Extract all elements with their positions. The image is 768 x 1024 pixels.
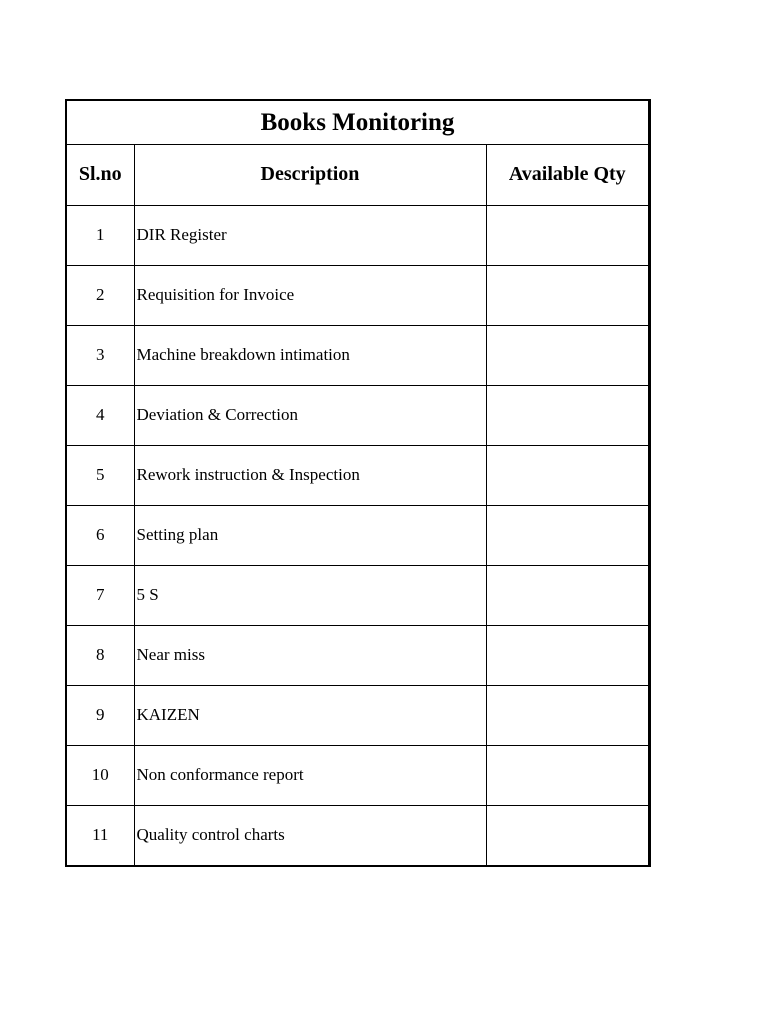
row-description: KAIZEN bbox=[134, 685, 486, 745]
row-available-qty[interactable] bbox=[486, 745, 648, 805]
table-body bbox=[67, 205, 648, 865]
row-description: Setting plan bbox=[134, 505, 486, 565]
table-row bbox=[67, 745, 648, 805]
table-row bbox=[67, 685, 648, 745]
row-available-qty[interactable] bbox=[486, 625, 648, 685]
table-row bbox=[67, 565, 648, 625]
row-available-qty[interactable] bbox=[486, 385, 648, 445]
table-row bbox=[67, 625, 648, 685]
row-available-qty[interactable] bbox=[486, 505, 648, 565]
row-slno: 3 bbox=[67, 325, 134, 385]
header-row bbox=[67, 145, 648, 205]
table-row bbox=[67, 505, 648, 565]
row-slno: 10 bbox=[67, 745, 134, 805]
row-available-qty[interactable] bbox=[486, 565, 648, 625]
row-slno: 7 bbox=[67, 565, 134, 625]
header-description: Description bbox=[134, 145, 486, 205]
books-table bbox=[67, 145, 648, 865]
row-slno: 8 bbox=[67, 625, 134, 685]
row-slno: 9 bbox=[67, 685, 134, 745]
sheet-title: Books Monitoring bbox=[67, 101, 648, 145]
table-row bbox=[67, 205, 648, 265]
row-description: Requisition for Invoice bbox=[134, 265, 486, 325]
row-available-qty[interactable] bbox=[486, 445, 648, 505]
row-available-qty[interactable] bbox=[486, 805, 648, 865]
row-description: DIR Register bbox=[134, 205, 486, 265]
row-slno: 2 bbox=[67, 265, 134, 325]
header-available-qty: Available Qty bbox=[486, 145, 648, 205]
row-slno: 6 bbox=[67, 505, 134, 565]
row-description: 5 S bbox=[134, 565, 486, 625]
books-monitoring-sheet bbox=[65, 99, 651, 867]
row-slno: 4 bbox=[67, 385, 134, 445]
table-row bbox=[67, 325, 648, 385]
table-row bbox=[67, 265, 648, 325]
row-description: Near miss bbox=[134, 625, 486, 685]
row-available-qty[interactable] bbox=[486, 325, 648, 385]
header-slno: Sl.no bbox=[67, 145, 134, 205]
table-row bbox=[67, 385, 648, 445]
row-description: Machine breakdown intimation bbox=[134, 325, 486, 385]
table-row bbox=[67, 445, 648, 505]
row-available-qty[interactable] bbox=[486, 265, 648, 325]
row-slno: 5 bbox=[67, 445, 134, 505]
row-available-qty[interactable] bbox=[486, 205, 648, 265]
row-slno: 1 bbox=[67, 205, 134, 265]
row-available-qty[interactable] bbox=[486, 685, 648, 745]
row-description: Rework instruction & Inspection bbox=[134, 445, 486, 505]
row-description: Deviation & Correction bbox=[134, 385, 486, 445]
table-row bbox=[67, 805, 648, 865]
row-description: Quality control charts bbox=[134, 805, 486, 865]
row-description: Non conformance report bbox=[134, 745, 486, 805]
row-slno: 11 bbox=[67, 805, 134, 865]
